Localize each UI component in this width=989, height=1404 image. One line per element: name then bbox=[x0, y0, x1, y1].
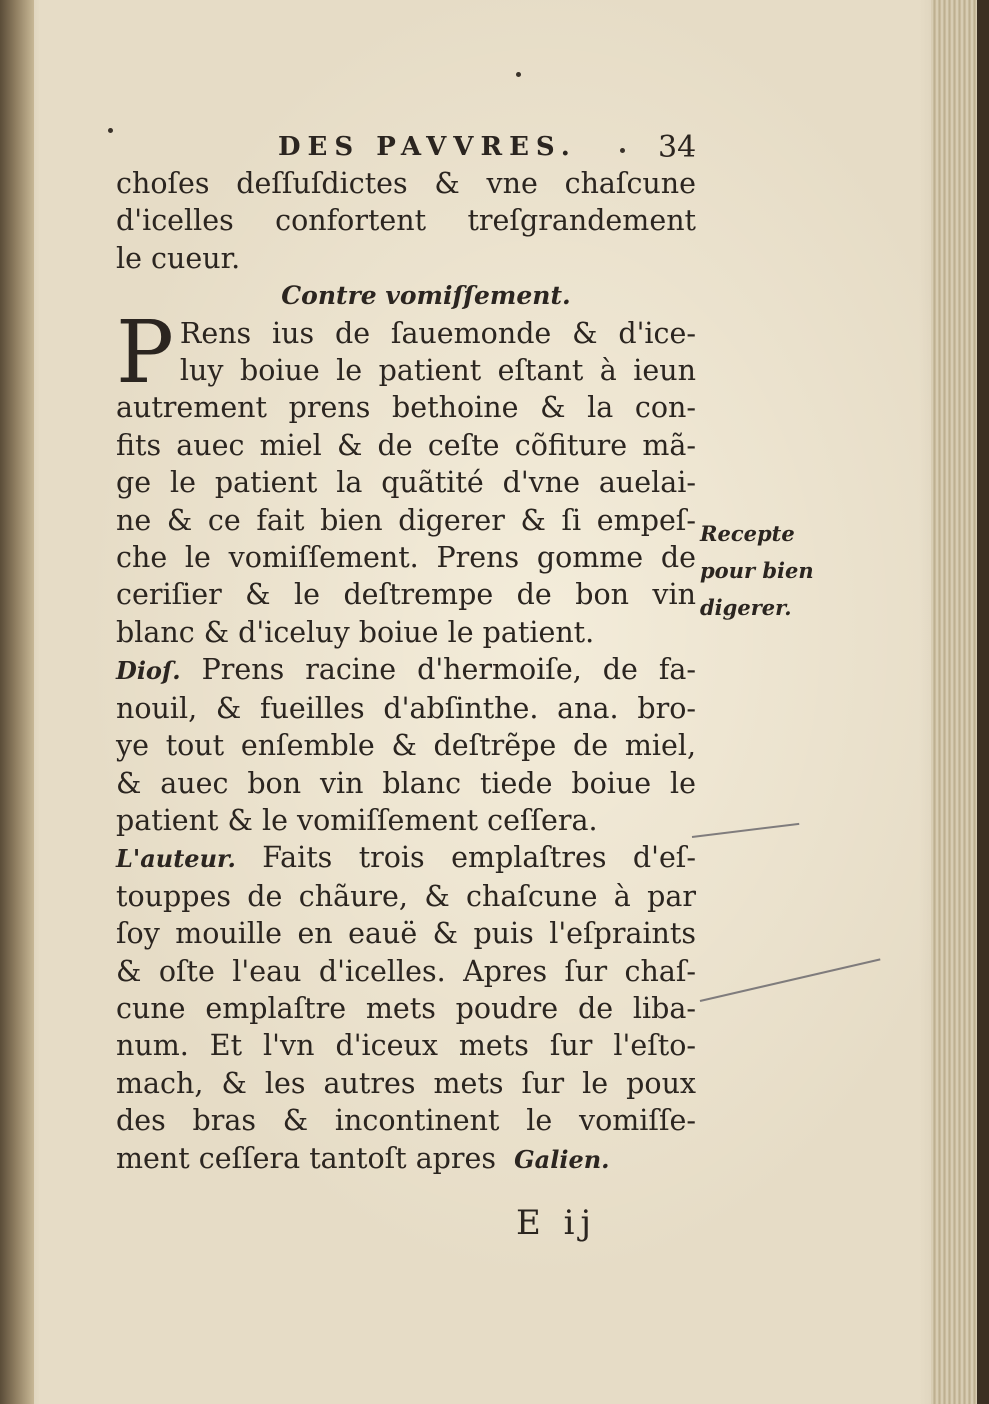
margin-note-line: Recepte bbox=[700, 521, 795, 546]
folio-number: 34 bbox=[658, 130, 697, 165]
text-line: che le vomiſſement. Prens gomme de bbox=[116, 541, 696, 575]
text-line: & oſte l'eau d'icelles. Apres ſur chaſ- bbox=[116, 954, 696, 988]
text-line: ſoy mouille en eauë & puis l'eſpraints bbox=[116, 917, 696, 951]
text-line: ne & ce fait bien digerer & ſi empeſ- bbox=[116, 503, 696, 537]
text-line: des bras & incontinent le vomiſſe- bbox=[116, 1104, 696, 1138]
main-text bbox=[116, 165, 696, 1178]
final-text: ment ceſſera tantoſt apres bbox=[116, 1141, 497, 1175]
text-line: & auec bon vin blanc tiede boiue le bbox=[116, 766, 696, 800]
text-line: mach, & les autres mets ſur le poux bbox=[116, 1066, 696, 1100]
text-line: luy boiue le patient eſtant à ieun bbox=[179, 354, 696, 388]
text-line: ceriſier & le deſtrempe de bon vin bbox=[116, 578, 696, 612]
ink-fleck bbox=[516, 72, 521, 77]
binding-gutter bbox=[0, 0, 34, 1404]
text-line: choſes deſſuſdictes & vne chaſcune bbox=[116, 167, 696, 200]
text-line: cune emplaſtre mets poudre de liba- bbox=[116, 991, 696, 1025]
text-line: fits auec miel & de ceſte cõfiture mã- bbox=[116, 428, 696, 462]
source-text: Prens racine d'hermoiſe, de fa- bbox=[201, 653, 696, 687]
text-line: autrement prens bethoine & la con- bbox=[116, 391, 696, 425]
text-line: le cueur. bbox=[116, 241, 241, 275]
running-head: DES PAVVRES. bbox=[278, 132, 577, 162]
pencil-mark bbox=[692, 823, 799, 838]
text-line: nouil, & fueilles d'abſinthe. ana. bro- bbox=[116, 691, 696, 725]
text-line: blanc & d'iceluy boiue le patient. bbox=[116, 615, 595, 649]
margin-note-line: pour bien bbox=[700, 558, 814, 583]
page-edges bbox=[931, 0, 989, 1404]
text-line bbox=[116, 1140, 696, 1178]
source-text: Faits trois emplaſtres d'eſ- bbox=[262, 841, 696, 875]
margin-note bbox=[700, 515, 830, 626]
source-label: Dioſ. bbox=[116, 656, 181, 686]
section-heading: Contre vomiſſement. bbox=[281, 281, 571, 311]
text-line: ge le patient la quãtité d'vne auelai- bbox=[116, 466, 696, 500]
text-line: ye tout enſemble & deſtrẽpe de miel, bbox=[116, 729, 696, 763]
ink-fleck bbox=[620, 148, 625, 153]
text-line: touppes de chãure, & chaſcune à par bbox=[116, 879, 696, 913]
text-line: d'icelles confortent treſgrandement bbox=[116, 204, 696, 238]
source-label: L'auteur. bbox=[116, 844, 236, 874]
text-line: patient & le vomiſſement ceſſera. bbox=[116, 803, 598, 837]
text-line: num. Et l'vn d'iceux mets ſur l'eſto- bbox=[116, 1029, 696, 1063]
text-line bbox=[116, 839, 696, 877]
signature-mark: E ij bbox=[516, 1203, 598, 1243]
drop-cap: P bbox=[116, 302, 174, 403]
margin-note-line: digerer. bbox=[700, 595, 792, 620]
ink-fleck bbox=[108, 128, 113, 133]
pencil-mark bbox=[700, 958, 881, 1002]
text-line: Rens ius de ſauemonde & d'ice- bbox=[179, 316, 696, 350]
source-label: Galien. bbox=[514, 1144, 610, 1174]
text-line bbox=[116, 651, 696, 689]
